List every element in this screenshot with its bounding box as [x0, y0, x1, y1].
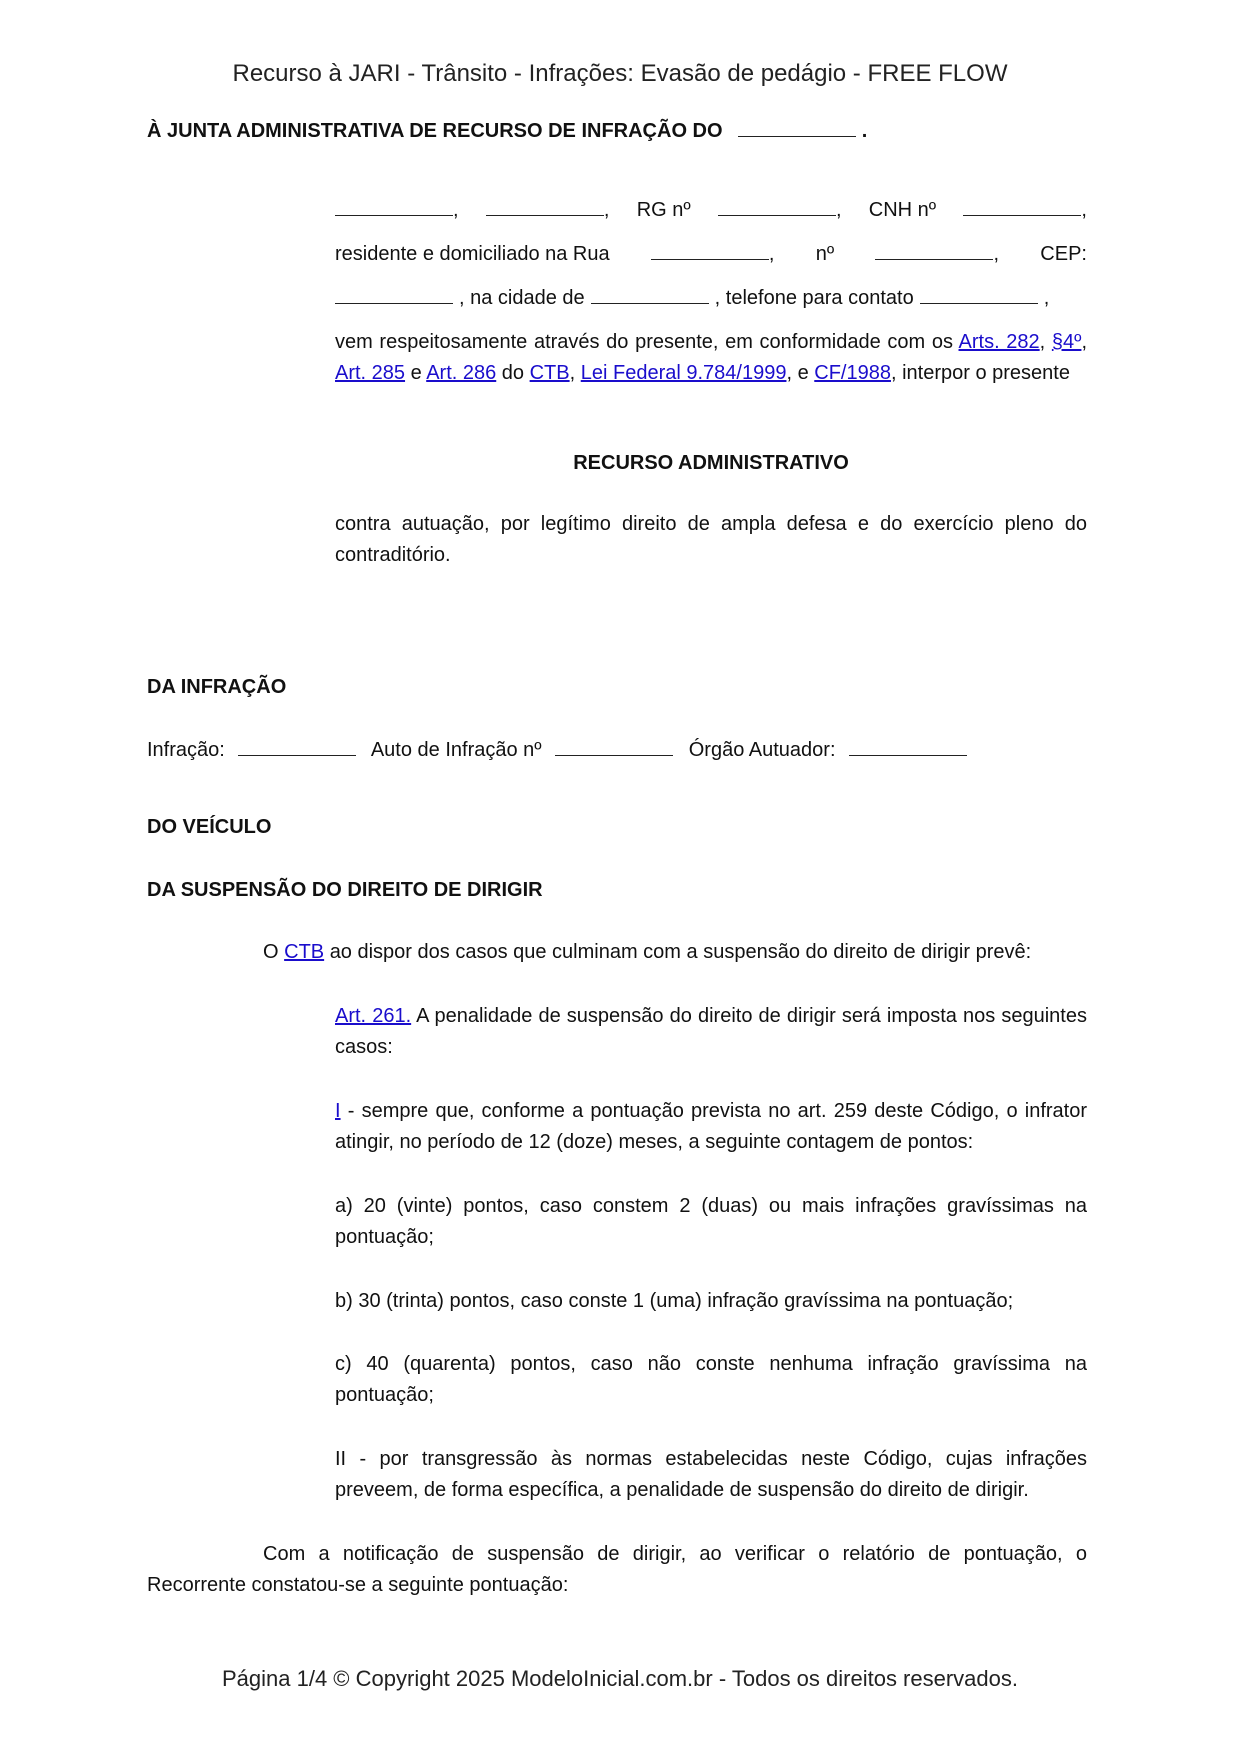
telefone-label: , telefone para contato: [714, 287, 914, 309]
item-i: I - sempre que, conforme a pontuação prevista no art. 259 deste Código, o infrator atingir, no período de 12 (doze) meses, a seguinte contagem de pontos:: [335, 1100, 1087, 1153]
item-ii: II - por transgressão às normas estabelecidas neste Código, cujas infrações preveem, de forma específica, a penalidade de suspensão do direito de dirigir.: [335, 1448, 1087, 1501]
contra-paragraph: contra autuação, por legítimo direito de ampla defesa e do exercício pleno do contraditório.: [335, 513, 1087, 566]
auto-label: Auto de Infração nº: [370, 739, 542, 761]
blank-field: [555, 737, 673, 756]
link-arts-282[interactable]: Arts. 282: [958, 331, 1040, 353]
blank-field: [875, 241, 993, 260]
section-title-suspensao: DA SUSPENSÃO DO DIREITO DE DIRIGIR: [147, 879, 543, 901]
page-header: Recurso à JARI - Trânsito - Infrações: Evasão de pedágio - FREE FLOW: [232, 60, 1008, 87]
link-ctb-intro[interactable]: CTB: [284, 941, 325, 963]
addressee: [147, 120, 867, 143]
link-art-261[interactable]: Art. 261.: [335, 1005, 412, 1027]
blank-field: [849, 737, 967, 756]
qualification-line-3: , na cidade de , telefone para contato ,: [335, 283, 1087, 314]
addressee-end: .: [861, 120, 868, 142]
orgao-label: Órgão Autuador:: [688, 739, 836, 761]
qualification-block: [335, 195, 1087, 389]
link-art-285[interactable]: Art. 285: [335, 362, 406, 384]
qualification-line-2: residente e domiciliado na Rua , nº , CEP:: [335, 239, 1087, 270]
link-lei-federal[interactable]: Lei Federal 9.784/1999: [580, 362, 787, 384]
blank-field: [963, 197, 1081, 216]
cep-label: CEP:: [1040, 243, 1087, 265]
cidade-label: , na cidade de: [459, 287, 585, 309]
infracao-line: [147, 735, 967, 766]
blank-field: [238, 737, 356, 756]
addressee-text: À JUNTA ADMINISTRATIVA DE RECURSO DE INFRAÇÃO DO: [147, 120, 723, 142]
link-ctb[interactable]: CTB: [529, 362, 570, 384]
item-c: c) 40 (quarenta) pontos, caso não conste nenhuma infração gravíssima na pontuação;: [335, 1353, 1087, 1406]
blank-field: [335, 197, 453, 216]
numero-label: nº: [815, 243, 835, 265]
link-cf-1988[interactable]: CF/1988: [814, 362, 891, 384]
page-footer: Página 1/4 © Copyright 2025 ModeloInicial.com.br - Todos os direitos reservados.: [222, 1666, 1018, 1691]
blank-field: [335, 285, 453, 304]
closing-paragraph: Com a notificação de suspensão de dirigir, ao verificar o relatório de pontuação, o Recorrente constatou-se a seguinte pontuação:: [147, 1543, 1087, 1596]
ctb-intro: O CTB ao dispor dos casos que culminam com a suspensão do direito de dirigir prevê:: [263, 941, 1032, 963]
section-title-infracao: DA INFRAÇÃO: [147, 676, 287, 698]
section-title-veiculo: DO VEÍCULO: [147, 816, 272, 838]
link-item-i[interactable]: I: [335, 1100, 341, 1122]
item-a: a) 20 (vinte) pontos, caso constem 2 (duas) ou mais infrações gravíssimas na pontuação;: [335, 1195, 1087, 1248]
blank-field: [651, 241, 769, 260]
residente-label: residente e domiciliado na Rua: [335, 243, 610, 265]
recurso-title: RECURSO ADMINISTRATIVO: [573, 452, 849, 474]
qualification-line-1: , , RG nº , CNH nº ,: [335, 195, 1087, 226]
blank-field: [920, 285, 1038, 304]
infracao-label: Infração:: [147, 739, 225, 761]
blank-field: [486, 197, 604, 216]
blank-field: [718, 197, 836, 216]
link-art-286[interactable]: Art. 286: [426, 362, 497, 384]
blank-field: [738, 120, 856, 137]
qualification-paragraph: vem respeitosamente através do presente, em conformidade com os Arts. 282, §4º, Art. 285 e Art. 286 do CTB, Lei Federal 9.784/1999, e CF/1988, interpor o presente: [335, 331, 1087, 384]
art-261-quote: Art. 261. A penalidade de suspensão do direito de dirigir será imposta nos seguintes casos:: [335, 1005, 1087, 1058]
rg-label: RG nº: [636, 199, 691, 221]
link-paragraph-4[interactable]: §4º: [1051, 331, 1082, 353]
item-b: b) 30 (trinta) pontos, caso conste 1 (uma) infração gravíssima na pontuação;: [335, 1290, 1014, 1312]
cnh-label: CNH nº: [868, 199, 937, 221]
blank-field: [591, 285, 709, 304]
